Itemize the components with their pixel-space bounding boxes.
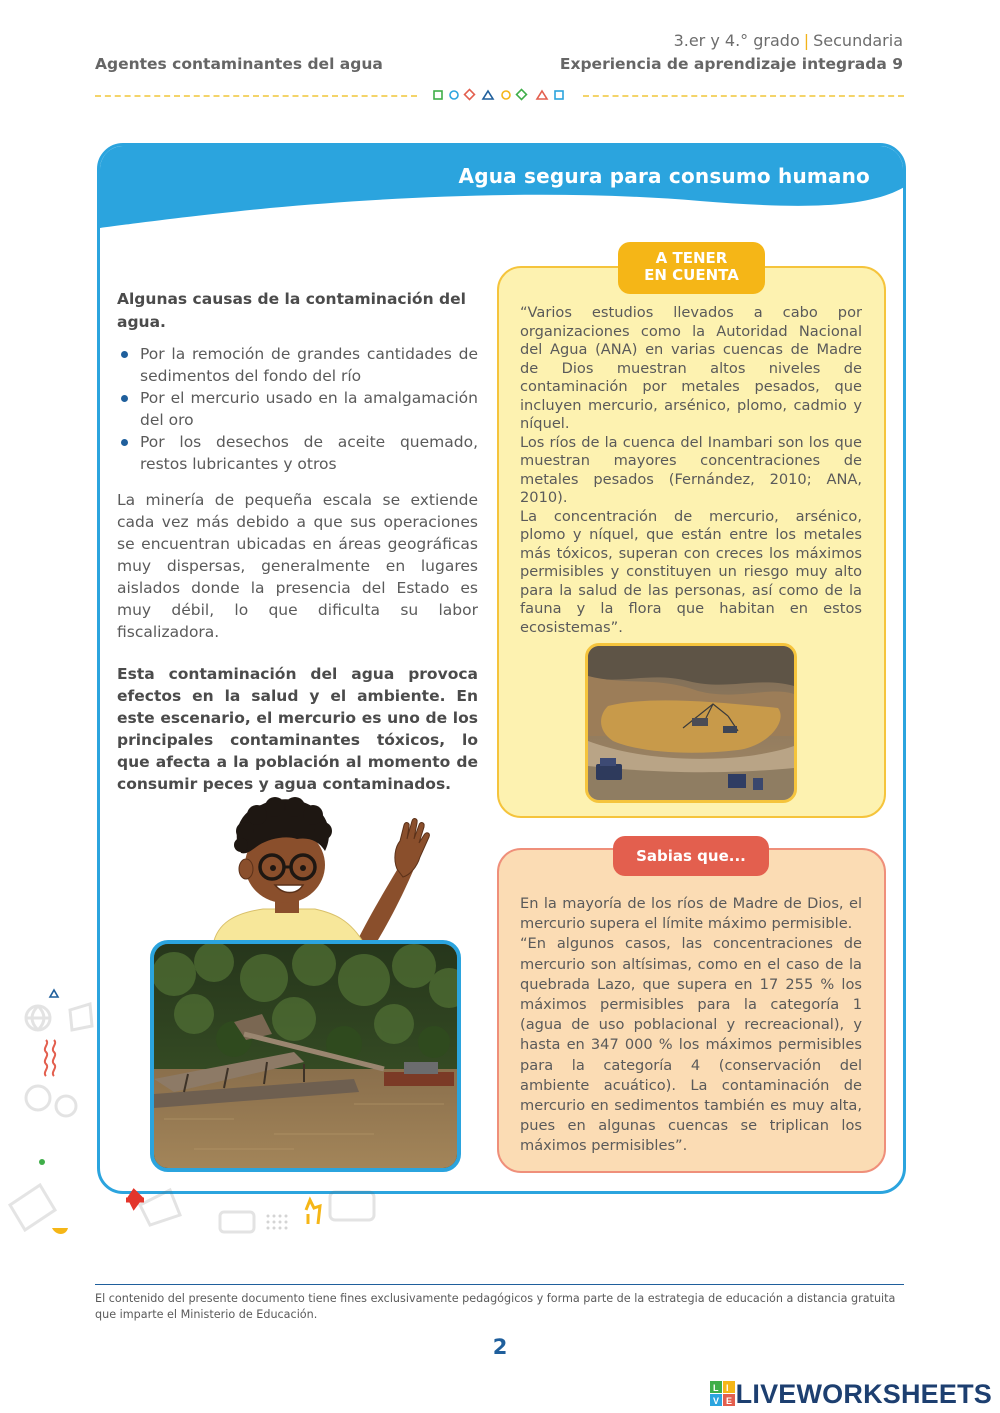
tab-line-1: A TENER [655,249,728,267]
quote-paragraph-3: La concentración de mercurio, arsénico, plomo y níquel, que están entre los metales más tóxicos, superan con creces los máximos permisibles y constituyen un riesgo muy alto para la salud de las personas, así como de la fauna y la flora que habitan en estos ecosistemas”. [520,507,862,636]
boy-waving-illustration [205,795,445,945]
list-item: Por la remoción de grandes cantidades de sedimentos del fondo del río [117,343,478,387]
header-dashed-line-right [583,95,904,97]
header-grade [674,31,903,50]
banner-title: Agua segura para consumo humano [458,164,870,188]
decorative-icons-cluster [0,980,400,1240]
svg-text:V: V [712,1396,719,1406]
sabias-que-tab: Sabias que... [613,836,769,876]
sabias-que-text [520,894,862,1157]
liveworksheets-watermark [710,1378,992,1410]
liveworksheets-logo-icon [710,1381,736,1407]
footer-rule [95,1284,904,1285]
svg-text:I: I [725,1383,729,1393]
header-dashed-line-left [95,95,417,97]
left-column [117,288,478,795]
tener-en-cuenta-text [520,304,862,637]
effects-paragraph: Esta contaminación del agua provoca efectos en la salud y el ambiente. En este escenario, el mercurio es uno de los principales contaminantes tóxicos, lo que afecta a la población al momento de consumir peces y agua contaminados. [117,665,478,793]
header-experience: Experiencia de aprendizaje integrada 9 [559,55,903,73]
causes-list [117,343,478,475]
footer-note: El contenido del presente documento tiene fines exclusivamente pedagógicos y forma parte de la estrategia de educación a distancia gratuita que imparte el Ministerio de Educación. [95,1292,896,1321]
mining-site-photo [585,643,797,803]
list-item: Por los desechos de aceite quemado, restos lubricantes y otros [117,431,478,475]
causes-title: Algunas causas de la contaminación del agua. [117,290,466,331]
sabias-paragraph-1: En la mayoría de los ríos de Madre de Dios, el mercurio supera el límite máximo permisible. [520,895,862,933]
quote-paragraph-1: “Varios estudios llevados a cabo por organizaciones como la Autoridad Nacional del Agua (ANA) en varias cuencas de Madre de Dios muestran altos niveles de contaminación por metales pesados, que incluyen mercurio, arsénico, plomo, cadmio y níquel. [520,304,862,432]
level-text: Secundaria [813,31,903,50]
tab-line-2: EN CUENTA [644,266,739,284]
mining-paragraph: La minería de pequeña escala se extiende cada vez más debido a que sus operaciones se encuentran ubicadas en áreas geográficas muy dispersas, generalmente en lugares aislados donde la presencia del Estado es muy débil, lo que dificulta su labor fiscalizadora. [117,491,478,641]
banner-wave [100,146,906,246]
grade-text: 3.er y 4.° grado [673,31,800,50]
tener-en-cuenta-tab [618,242,765,294]
header-separator: | [803,31,810,50]
list-item: Por el mercurio usado en la amalgamación del oro [117,387,478,431]
sabias-paragraph-2: “En algunos casos, las concentraciones de mercurio son altísimas, como en el caso de la quebrada Lazo, que supera en 17 255 % los máximos permisibles para la categoría 1 (agua de uso poblacional y recreacional), y hasta en 347 000 % los máximos permisibles para la categoría 4 (conservación del ambiente acuático). La contaminación de mercurio en sedimentos también es muy alta, pues en algunas cuencas se triplican los máximos permisibles”. [520,935,862,1155]
quote-paragraph-2: Los ríos de la cuenca del Inambari son los que muestran mayores concentraciones de metales pesados (Fernández, 2010; ANA, 2010). [520,433,862,506]
mining-site-image [588,646,794,800]
liveworksheets-text: LIVEWORKSHEETS [735,1378,992,1409]
page-number: 2 [492,1335,508,1359]
header-shapes-icon [432,88,568,102]
svg-text:L: L [712,1383,719,1393]
svg-text:E: E [725,1396,732,1406]
header-topic: Agentes contaminantes del agua [95,55,383,73]
